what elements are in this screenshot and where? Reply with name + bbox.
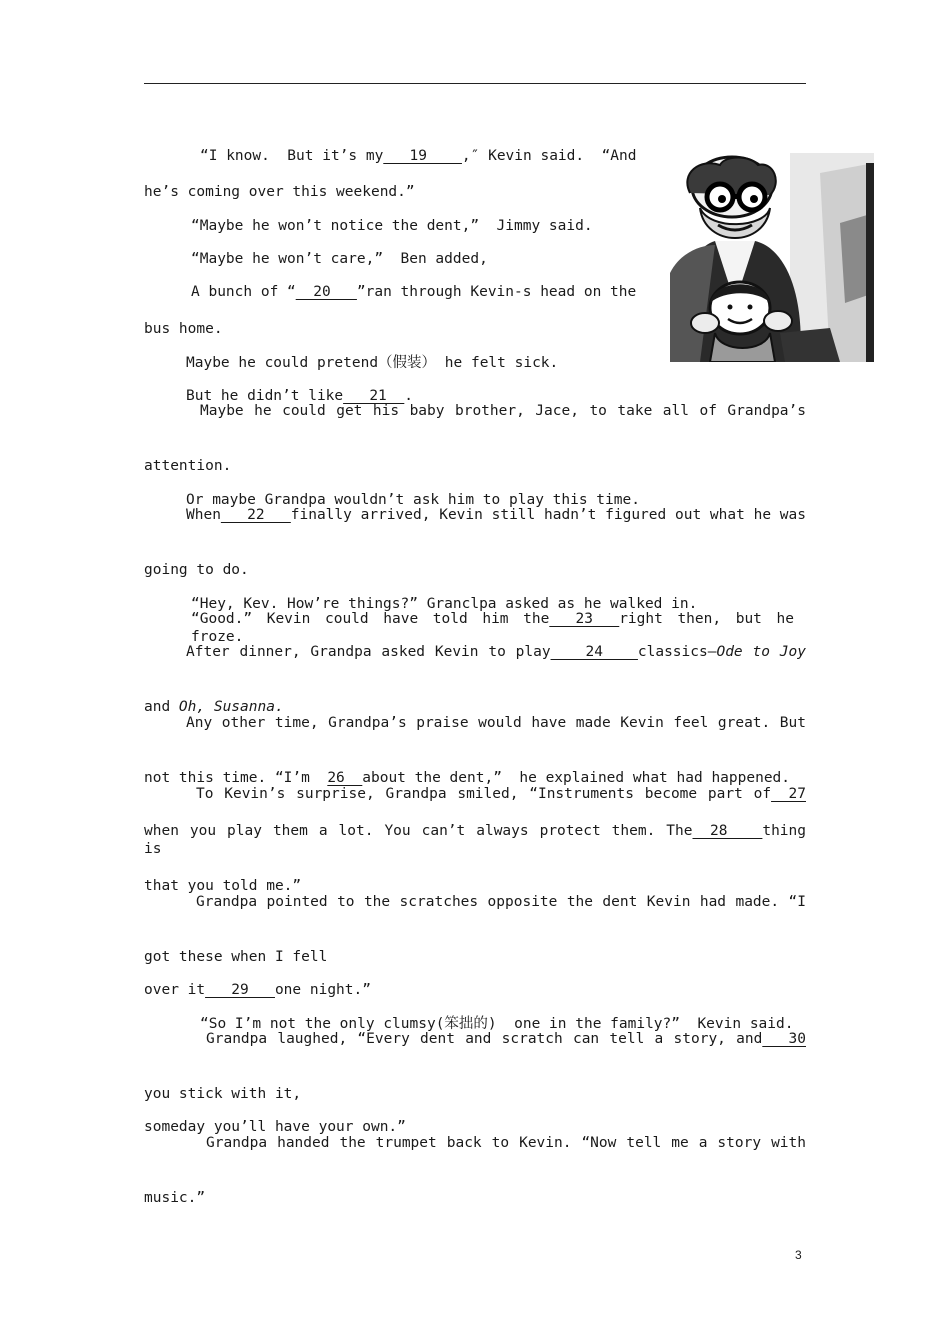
page-number: 3 xyxy=(795,1248,802,1262)
text-segment: Grandpa laughed, “Every dent and scratch can tell a story, and xyxy=(206,1031,763,1047)
blank-26: 26__ xyxy=(327,770,363,786)
blank-22: ___22___ xyxy=(220,507,291,523)
text-segment: Grandpa handed the trumpet back to Kevin. “Now tell me a story with xyxy=(206,1135,806,1151)
text-line xyxy=(144,543,806,579)
text-line xyxy=(144,473,806,509)
blank-28: __28____ xyxy=(692,823,763,839)
text-segment: “So I’m not the only clumsy(笨拙的) one in the family?” Kevin said. xyxy=(200,1016,794,1032)
text-line xyxy=(144,199,651,235)
text-segment: Ode to Joy xyxy=(716,644,806,660)
text-segment: Any other time, Grandpa’s praise would have made Kevin feel great. But xyxy=(186,715,806,731)
text-line xyxy=(144,751,806,787)
text-segment: one night.” xyxy=(274,982,371,998)
text-line xyxy=(144,893,806,911)
text-segment: Grandpa pointed to the scratches opposite the dent Kevin had made. “I xyxy=(196,894,806,910)
text-segment: A bunch of “ xyxy=(191,284,296,300)
grandpa-and-boy-illustration xyxy=(670,153,874,362)
text-segment: when you play them a lot. You can’t always protect them. The xyxy=(144,823,693,839)
text-segment: Maybe he could pretend（假装） he felt sick. xyxy=(186,355,559,371)
blank-30: ___30 xyxy=(762,1031,806,1047)
text-line xyxy=(144,1030,806,1048)
text-line xyxy=(144,859,806,895)
text-segment: “Maybe he won’t notice the dent,” Jimmy said. xyxy=(191,218,593,234)
text-segment: thing is xyxy=(144,823,806,857)
blank-21: ___21__ xyxy=(343,388,405,404)
text-segment: ,″ Kevin said. “And xyxy=(461,148,637,164)
text-segment: got these when I fell xyxy=(144,949,328,965)
text-segment: that you told me.” xyxy=(144,878,302,894)
text-line xyxy=(144,963,806,999)
text-line xyxy=(144,265,651,301)
text-segment: finally arrived, Kevin still hadn’t figured out what he was xyxy=(290,507,806,523)
text-line xyxy=(144,822,806,858)
blank-27: __27 xyxy=(771,786,806,802)
text-segment: After dinner, Grandpa asked Kevin to play xyxy=(186,644,551,660)
text-line xyxy=(144,369,666,405)
blank-20: __20___ xyxy=(295,284,357,300)
text-line xyxy=(144,714,806,732)
text-segment: bus home. xyxy=(144,321,223,337)
text-line xyxy=(144,680,806,716)
text-segment: “Hey, Kev. How’re things?” Granclpa asked as he walked in. xyxy=(191,596,698,612)
header-rule xyxy=(144,83,806,84)
text-line xyxy=(144,506,806,524)
text-segment: “I know. But it’s my xyxy=(200,148,384,164)
text-line xyxy=(144,997,806,1033)
text-segment: ”ran through Kevin-s head on the xyxy=(356,284,637,300)
text-segment: “Maybe he won’t care,” Ben added, xyxy=(191,251,488,267)
text-segment: music.” xyxy=(144,1190,206,1206)
blank-19: ___19____ xyxy=(383,148,462,164)
text-segment: To Kevin’s surprise, Grandpa smiled, “Instruments become part of xyxy=(196,786,772,802)
text-segment: Maybe he could get his baby brother, Jace, to take all of Grandpa’s xyxy=(200,403,806,419)
text-segment: “Good.” Kevin could have told him the xyxy=(191,611,550,627)
text-segment: and xyxy=(144,699,179,715)
text-segment: . xyxy=(404,388,413,404)
text-line xyxy=(144,1100,806,1136)
text-line xyxy=(144,1067,806,1103)
text-segment: When xyxy=(186,507,221,523)
text-line xyxy=(144,1171,806,1207)
text-line xyxy=(144,1134,806,1152)
text-segment: you stick with it, xyxy=(144,1086,302,1102)
text-segment: he’s coming over this weekend.” xyxy=(144,184,415,200)
text-segment: Or maybe Grandpa wouldn’t ask him to play this time. xyxy=(186,492,640,508)
text-line xyxy=(144,439,806,475)
text-line xyxy=(144,232,651,268)
text-segment: not this time. “I’m xyxy=(144,770,328,786)
text-segment: going to do. xyxy=(144,562,249,578)
blank-24: ____24____ xyxy=(550,644,638,660)
text-line xyxy=(144,129,650,165)
blank-23: ___23___ xyxy=(549,611,620,627)
text-segment: Oh, Susanna. xyxy=(178,699,284,715)
text-segment: right then, but he froze. xyxy=(191,611,794,645)
text-segment: about the dent,” he explained what had happened. xyxy=(362,770,791,786)
text-segment: over it xyxy=(144,982,206,998)
text-segment: attention. xyxy=(144,458,232,474)
text-line xyxy=(144,577,806,613)
text-line xyxy=(144,336,666,372)
text-line xyxy=(144,643,806,661)
text-segment: someday you’ll have your own.” xyxy=(144,1119,406,1135)
text-line xyxy=(144,930,806,966)
text-line xyxy=(144,785,806,803)
text-line xyxy=(144,610,794,646)
text-segment: classics— xyxy=(637,644,717,660)
text-line xyxy=(144,402,806,420)
blank-29: ___29___ xyxy=(205,982,275,998)
text-segment: But he didn’t like xyxy=(186,388,344,404)
